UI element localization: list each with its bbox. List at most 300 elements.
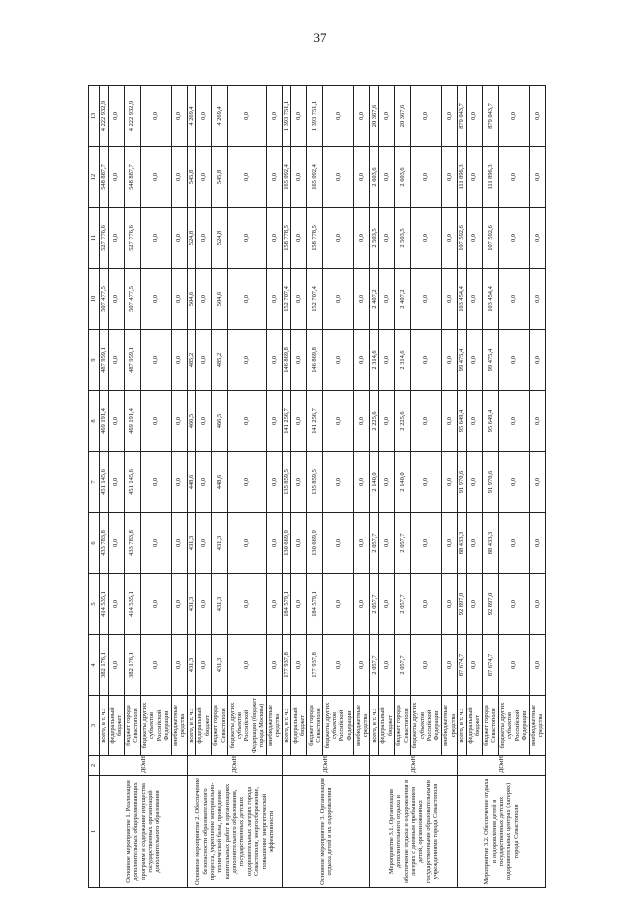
amount-cell: 0,0	[108, 330, 124, 391]
amount-cell: 548 887,7	[124, 147, 140, 208]
amount-cell: 0,0	[498, 269, 529, 330]
amount-cell: 184 579,1	[282, 574, 291, 635]
amount-cell: 448,6	[187, 452, 196, 513]
amount-cell: 20 367,6	[370, 86, 379, 147]
amount-cell: 2 314,6	[370, 330, 379, 391]
funding-source: всего, в т. ч.:	[282, 696, 291, 756]
amount-cell: 146 869,8	[282, 330, 291, 391]
amount-cell: 2 140,0	[395, 452, 411, 513]
amount-cell: 0,0	[354, 330, 370, 391]
amount-cell: 88 433,3	[482, 513, 498, 574]
table-body	[100, 86, 546, 888]
amount-cell: 0,0	[529, 147, 545, 208]
amount-cell: 99 475,4	[482, 330, 498, 391]
amount-cell: 0,0	[498, 208, 529, 269]
amount-cell: 0,0	[228, 513, 267, 574]
amount-cell: 88 433,3	[458, 513, 467, 574]
rotated-table-frame	[88, 86, 546, 888]
column-number: 8	[89, 391, 100, 452]
amount-cell: 0,0	[140, 208, 171, 269]
amount-cell: 95 649,4	[458, 391, 467, 452]
amount-cell: 0,0	[498, 452, 529, 513]
amount-cell: 91 970,6	[482, 452, 498, 513]
amount-cell: 431,3	[212, 513, 228, 574]
amount-cell: 0,0	[291, 513, 307, 574]
amount-cell: 0,0	[529, 452, 545, 513]
amount-cell: 0,0	[442, 452, 458, 513]
amount-cell: 414 535,1	[100, 574, 109, 635]
table-row	[282, 86, 291, 888]
amount-cell: 0,0	[466, 147, 482, 208]
amount-cell: 0,0	[354, 208, 370, 269]
activity-executor: ДОиН	[370, 756, 458, 776]
funding-source: всего, в т. ч.:	[370, 696, 379, 756]
amount-cell: 524,8	[212, 208, 228, 269]
amount-cell: 0,0	[228, 391, 267, 452]
activity-name: Мероприятие 3.2. Обеспечение отдыха и оздоровления детей в государственных детских оздоровительных центрах (лагерях) города Севастополя	[458, 776, 546, 888]
funding-source: бюджеты других субъектов Российской Федерации	[498, 696, 529, 756]
amount-cell: 95 649,4	[482, 391, 498, 452]
amount-cell: 0,0	[108, 391, 124, 452]
amount-cell: 0,0	[266, 269, 282, 330]
amount-cell: 879 043,7	[482, 86, 498, 147]
amount-cell: 0,0	[323, 269, 354, 330]
amount-cell: 414 535,1	[124, 574, 140, 635]
amount-cell: 0,0	[140, 86, 171, 147]
funding-source: бюджеты других субъектов Российской Федерации (бюджет города Москвы)	[228, 696, 267, 756]
amount-cell: 141 256,7	[307, 391, 323, 452]
amount-cell: 431,3	[187, 574, 196, 635]
funding-source: внебюджетные средства	[266, 696, 282, 756]
amount-cell: 0,0	[411, 208, 442, 269]
amount-cell: 0,0	[379, 574, 395, 635]
amount-cell: 504,6	[212, 269, 228, 330]
amount-cell: 451 145,6	[100, 452, 109, 513]
column-number: 5	[89, 574, 100, 635]
amount-cell: 0,0	[171, 452, 187, 513]
amount-cell: 0,0	[171, 635, 187, 696]
amount-cell: 487 959,1	[124, 330, 140, 391]
funding-source: внебюджетные средства	[529, 696, 545, 756]
column-number: 2	[89, 756, 100, 776]
amount-cell: 177 937,8	[282, 635, 291, 696]
amount-cell: 0,0	[228, 330, 267, 391]
amount-cell: 0,0	[228, 86, 267, 147]
amount-cell: 0,0	[466, 452, 482, 513]
funding-source: внебюджетные средства	[354, 696, 370, 756]
amount-cell: 0,0	[171, 574, 187, 635]
amount-cell: 0,0	[466, 574, 482, 635]
amount-cell: 0,0	[466, 330, 482, 391]
activity-executor: ДОиН	[458, 756, 546, 776]
amount-cell: 879 043,7	[458, 86, 467, 147]
amount-cell: 2 225,6	[370, 391, 379, 452]
funding-source: всего, в т. ч.:	[458, 696, 467, 756]
amount-cell: 0,0	[291, 269, 307, 330]
amount-cell: 485,2	[212, 330, 228, 391]
amount-cell: 0,0	[196, 574, 212, 635]
amount-cell: 0,0	[140, 147, 171, 208]
funding-source: всего, в т. ч.:	[187, 696, 196, 756]
amount-cell: 87 674,7	[482, 635, 498, 696]
amount-cell: 0,0	[411, 574, 442, 635]
funding-source: бюджет города Севастополя	[212, 696, 228, 756]
amount-cell: 103 454,4	[458, 269, 467, 330]
amount-cell: 0,0	[323, 574, 354, 635]
amount-cell: 177 937,8	[307, 635, 323, 696]
amount-cell: 0,0	[228, 208, 267, 269]
funding-source: бюджет города Севастополя	[307, 696, 323, 756]
amount-cell: 431,3	[212, 635, 228, 696]
amount-cell: 0,0	[498, 635, 529, 696]
funding-source: всего, в т. ч.:	[100, 696, 109, 756]
amount-cell: 0,0	[379, 147, 395, 208]
amount-cell: 0,0	[196, 208, 212, 269]
amount-cell: 0,0	[171, 208, 187, 269]
amount-cell: 0,0	[466, 513, 482, 574]
amount-cell: 0,0	[379, 513, 395, 574]
amount-cell: 0,0	[266, 208, 282, 269]
amount-cell: 487 959,1	[100, 330, 109, 391]
amount-cell: 130 669,9	[282, 513, 291, 574]
amount-cell: 0,0	[466, 635, 482, 696]
amount-cell: 0,0	[354, 86, 370, 147]
amount-cell: 135 859,5	[307, 452, 323, 513]
amount-cell: 0,0	[140, 635, 171, 696]
amount-cell: 0,0	[171, 513, 187, 574]
table-row	[370, 86, 379, 888]
amount-cell: 0,0	[196, 269, 212, 330]
amount-cell: 0,0	[466, 208, 482, 269]
amount-cell: 0,0	[379, 452, 395, 513]
amount-cell: 0,0	[498, 391, 529, 452]
amount-cell: 0,0	[466, 391, 482, 452]
amount-cell: 0,0	[291, 391, 307, 452]
amount-cell: 0,0	[140, 452, 171, 513]
column-number: 13	[89, 86, 100, 147]
amount-cell: 0,0	[442, 208, 458, 269]
amount-cell: 2 057,7	[370, 513, 379, 574]
amount-cell: 0,0	[498, 147, 529, 208]
amount-cell: 0,0	[228, 269, 267, 330]
amount-cell: 130 669,9	[307, 513, 323, 574]
amount-cell: 0,0	[411, 513, 442, 574]
amount-cell: 0,0	[196, 330, 212, 391]
amount-cell: 0,0	[228, 452, 267, 513]
amount-cell: 0,0	[266, 574, 282, 635]
amount-cell: 0,0	[529, 86, 545, 147]
amount-cell: 2 503,5	[370, 208, 379, 269]
amount-cell: 103 454,4	[482, 269, 498, 330]
amount-cell: 0,0	[529, 574, 545, 635]
amount-cell: 0,0	[529, 269, 545, 330]
funding-source: бюджеты других субъектов Российской Федерации	[140, 696, 171, 756]
amount-cell: 152 707,4	[307, 269, 323, 330]
amount-cell: 0,0	[442, 269, 458, 330]
column-number: 9	[89, 330, 100, 391]
amount-cell: 92 897,0	[482, 574, 498, 635]
column-number: 6	[89, 513, 100, 574]
funding-table	[88, 85, 546, 888]
amount-cell: 0,0	[266, 391, 282, 452]
amount-cell: 2 407,2	[370, 269, 379, 330]
amount-cell: 2 225,6	[395, 391, 411, 452]
amount-cell: 504,6	[187, 269, 196, 330]
amount-cell: 469 191,4	[124, 391, 140, 452]
amount-cell: 0,0	[498, 574, 529, 635]
amount-cell: 0,0	[140, 330, 171, 391]
amount-cell: 99 475,4	[458, 330, 467, 391]
amount-cell: 0,0	[323, 208, 354, 269]
amount-cell: 0,0	[379, 86, 395, 147]
amount-cell: 0,0	[266, 86, 282, 147]
funding-source: федеральный бюджет	[196, 696, 212, 756]
amount-cell: 448,6	[212, 452, 228, 513]
amount-cell: 4 222 932,9	[124, 86, 140, 147]
amount-cell: 1 393 751,1	[307, 86, 323, 147]
amount-cell: 0,0	[291, 574, 307, 635]
amount-cell: 545,8	[212, 147, 228, 208]
amount-cell: 431,3	[187, 635, 196, 696]
amount-cell: 0,0	[140, 391, 171, 452]
amount-cell: 0,0	[323, 330, 354, 391]
amount-cell: 0,0	[379, 391, 395, 452]
amount-cell: 507 477,5	[124, 269, 140, 330]
amount-cell: 0,0	[442, 635, 458, 696]
column-number: 3	[89, 696, 100, 756]
amount-cell: 0,0	[442, 147, 458, 208]
amount-cell: 545,8	[187, 147, 196, 208]
table-row	[458, 86, 467, 888]
amount-cell: 0,0	[411, 391, 442, 452]
amount-cell: 2 057,7	[370, 574, 379, 635]
amount-cell: 0,0	[442, 391, 458, 452]
amount-cell: 507 477,5	[100, 269, 109, 330]
amount-cell: 0,0	[379, 330, 395, 391]
amount-cell: 0,0	[354, 391, 370, 452]
amount-cell: 165 092,4	[307, 147, 323, 208]
amount-cell: 111 896,3	[458, 147, 467, 208]
amount-cell: 0,0	[196, 513, 212, 574]
amount-cell: 527 776,6	[124, 208, 140, 269]
amount-cell: 433 783,8	[100, 513, 109, 574]
amount-cell: 0,0	[323, 452, 354, 513]
amount-cell: 0,0	[108, 208, 124, 269]
amount-cell: 0,0	[171, 269, 187, 330]
amount-cell: 527 776,6	[100, 208, 109, 269]
amount-cell: 4 269,4	[187, 86, 196, 147]
amount-cell: 0,0	[323, 635, 354, 696]
amount-cell: 0,0	[529, 391, 545, 452]
amount-cell: 2 057,7	[395, 635, 411, 696]
amount-cell: 0,0	[529, 330, 545, 391]
amount-cell: 0,0	[354, 452, 370, 513]
column-number: 4	[89, 635, 100, 696]
amount-cell: 0,0	[171, 391, 187, 452]
amount-cell: 0,0	[379, 269, 395, 330]
funding-source: бюджет города Севастополя	[482, 696, 498, 756]
amount-cell: 0,0	[354, 269, 370, 330]
activity-executor: ДОиН	[282, 756, 370, 776]
amount-cell: 0,0	[108, 452, 124, 513]
amount-cell: 0,0	[196, 452, 212, 513]
amount-cell: 0,0	[140, 513, 171, 574]
amount-cell: 0,0	[498, 330, 529, 391]
amount-cell: 0,0	[171, 330, 187, 391]
activity-name: Мероприятие 3.1. Организация дополнительного отдыха и обеспечение отдыха и оздоровления в лагерях с дневным пребыванием детей, организованных государственными образовательными учреждениями города Севастополя	[370, 776, 458, 888]
amount-cell: 0,0	[108, 513, 124, 574]
amount-cell: 548 887,7	[100, 147, 109, 208]
amount-cell: 0,0	[140, 574, 171, 635]
table-row	[100, 86, 109, 888]
amount-cell: 0,0	[266, 147, 282, 208]
amount-cell: 0,0	[411, 452, 442, 513]
amount-cell: 2 603,6	[395, 147, 411, 208]
amount-cell: 87 674,7	[458, 635, 467, 696]
amount-cell: 2 503,5	[395, 208, 411, 269]
amount-cell: 165 092,4	[282, 147, 291, 208]
amount-cell: 158 778,5	[282, 208, 291, 269]
amount-cell: 0,0	[442, 330, 458, 391]
column-number: 7	[89, 452, 100, 513]
amount-cell: 0,0	[291, 86, 307, 147]
amount-cell: 0,0	[108, 635, 124, 696]
amount-cell: 0,0	[196, 86, 212, 147]
amount-cell: 107 592,6	[458, 208, 467, 269]
amount-cell: 0,0	[411, 86, 442, 147]
amount-cell: 0,0	[108, 269, 124, 330]
amount-cell: 0,0	[354, 513, 370, 574]
table-row	[187, 86, 196, 888]
activity-executor: ДОиН	[100, 756, 188, 776]
amount-cell: 20 367,6	[395, 86, 411, 147]
amount-cell: 382 176,1	[100, 635, 109, 696]
amount-cell: 0,0	[411, 635, 442, 696]
amount-cell: 0,0	[323, 513, 354, 574]
amount-cell: 0,0	[529, 635, 545, 696]
amount-cell: 0,0	[323, 147, 354, 208]
funding-source: федеральный бюджет	[466, 696, 482, 756]
amount-cell: 2 407,2	[395, 269, 411, 330]
amount-cell: 2 314,6	[395, 330, 411, 391]
amount-cell: 0,0	[291, 452, 307, 513]
funding-source: бюджет города Севастополя	[395, 696, 411, 756]
amount-cell: 0,0	[266, 330, 282, 391]
amount-cell: 0,0	[442, 574, 458, 635]
amount-cell: 0,0	[411, 147, 442, 208]
amount-cell: 0,0	[228, 635, 267, 696]
funding-source: внебюджетные средства	[442, 696, 458, 756]
amount-cell: 0,0	[498, 513, 529, 574]
amount-cell: 184 579,1	[307, 574, 323, 635]
amount-cell: 0,0	[411, 330, 442, 391]
amount-cell: 0,0	[291, 147, 307, 208]
amount-cell: 524,8	[187, 208, 196, 269]
funding-source: бюджеты других субъектов Российской Федерации	[323, 696, 354, 756]
amount-cell: 0,0	[354, 635, 370, 696]
activity-executor: ДОиН	[187, 756, 282, 776]
activity-name: Основное мероприятие 3. Организация отдыха детей и их оздоровления	[282, 776, 370, 888]
amount-cell: 0,0	[442, 513, 458, 574]
amount-cell: 469 191,4	[100, 391, 109, 452]
amount-cell: 0,0	[291, 635, 307, 696]
funding-source: федеральный бюджет	[108, 696, 124, 756]
funding-source: внебюджетные средства	[171, 696, 187, 756]
amount-cell: 431,3	[212, 574, 228, 635]
amount-cell: 2 603,6	[370, 147, 379, 208]
column-number: 1	[89, 776, 100, 888]
amount-cell: 0,0	[379, 635, 395, 696]
column-number: 12	[89, 147, 100, 208]
amount-cell: 0,0	[196, 391, 212, 452]
activity-name: Основное мероприятие 2. Обеспечение безопасности образовательного процесса, укрепление материально-технической базы, проведение капитальных работ в организациях дополнительного образования, государственных детских оздоровительных лагерях города Севастополя, энергосбережение, повышение энергетической эффективности	[187, 776, 282, 888]
amount-cell: 433 783,8	[124, 513, 140, 574]
amount-cell: 0,0	[291, 330, 307, 391]
amount-cell: 92 897,0	[458, 574, 467, 635]
column-number-row	[89, 86, 100, 888]
amount-cell: 1 393 751,1	[282, 86, 291, 147]
amount-cell: 0,0	[529, 513, 545, 574]
column-number: 11	[89, 208, 100, 269]
amount-cell: 0,0	[171, 147, 187, 208]
amount-cell: 0,0	[466, 86, 482, 147]
amount-cell: 4 269,4	[212, 86, 228, 147]
amount-cell: 0,0	[108, 86, 124, 147]
amount-cell: 111 896,3	[482, 147, 498, 208]
amount-cell: 0,0	[529, 208, 545, 269]
amount-cell: 0,0	[108, 147, 124, 208]
amount-cell: 107 592,6	[482, 208, 498, 269]
amount-cell: 152 707,4	[282, 269, 291, 330]
amount-cell: 0,0	[291, 208, 307, 269]
amount-cell: 0,0	[323, 391, 354, 452]
amount-cell: 485,2	[187, 330, 196, 391]
amount-cell: 0,0	[266, 513, 282, 574]
amount-cell: 0,0	[442, 86, 458, 147]
amount-cell: 4 222 932,9	[100, 86, 109, 147]
column-number: 10	[89, 269, 100, 330]
funding-source: федеральный бюджет	[379, 696, 395, 756]
amount-cell: 382 176,1	[124, 635, 140, 696]
amount-cell: 2 057,7	[395, 513, 411, 574]
amount-cell: 431,3	[187, 513, 196, 574]
amount-cell: 0,0	[196, 635, 212, 696]
amount-cell: 0,0	[498, 86, 529, 147]
amount-cell: 0,0	[466, 269, 482, 330]
amount-cell: 0,0	[108, 574, 124, 635]
amount-cell: 135 859,5	[282, 452, 291, 513]
amount-cell: 0,0	[354, 574, 370, 635]
amount-cell: 451 145,6	[124, 452, 140, 513]
amount-cell: 158 778,5	[307, 208, 323, 269]
amount-cell: 466,5	[212, 391, 228, 452]
amount-cell: 0,0	[228, 574, 267, 635]
funding-source: бюджеты других субъектов Российской Федерации	[411, 696, 442, 756]
page-number: 37	[313, 30, 327, 45]
funding-source: бюджет города Севастополя	[124, 696, 140, 756]
amount-cell: 2 057,7	[395, 574, 411, 635]
amount-cell: 0,0	[266, 635, 282, 696]
funding-source: федеральный бюджет	[291, 696, 307, 756]
amount-cell: 0,0	[379, 208, 395, 269]
amount-cell: 0,0	[411, 269, 442, 330]
activity-name: Основное мероприятие 1. Реализация дополнительных общеразвивающих программ и содержание имущества государственных организаций дополнительного образования	[100, 776, 188, 888]
amount-cell: 0,0	[228, 147, 267, 208]
amount-cell: 466,5	[187, 391, 196, 452]
amount-cell: 146 869,8	[307, 330, 323, 391]
amount-cell: 0,0	[196, 147, 212, 208]
amount-cell: 0,0	[354, 147, 370, 208]
